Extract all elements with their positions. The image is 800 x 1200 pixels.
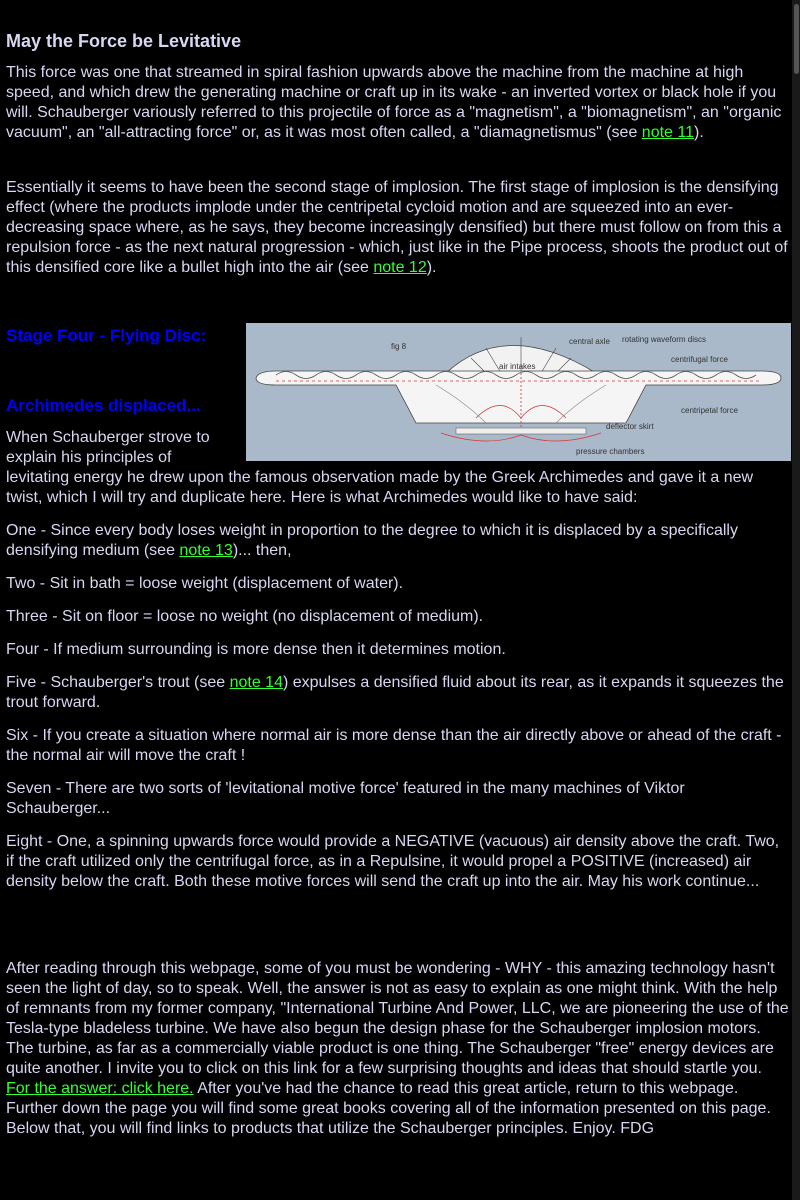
section-heading: May the Force be Levitative <box>6 31 242 51</box>
vertical-scrollbar[interactable] <box>792 0 800 1200</box>
paragraph-text: This force was one that streamed in spiral fashion upwards above the machine from the machine at high speed, and which drew the generating machine or craft up in its wake - an inverted vortex or black hole if you will. Schauberger variously referred to this projectile of force as a "magnetism", a "biomagnetism", an "organic vacuum", an "all-attracting force" or, as it was most often called, a "diamagnetismus" (see <box>6 64 782 141</box>
answer-link[interactable]: For the answer: click here. <box>6 1080 194 1097</box>
paragraph-text: Essentially it seems to have been the second stage of implosion. The first stage of implosion is the densifying effect (where the products implode under the centripetal cycloid motion and are squeezed into an ever-decreasing space where, as he says, they become increasingly densified) but there must follow on from this a repulsion force - as the next natural progression - which, just like in the Pipe process, shoots the product out of this densified core like a bullet high into the air (see <box>6 179 788 276</box>
paragraph-text: One - Since every body loses weight in proportion to the degree to which it is displaced by a specifically densifying medium (see <box>6 522 738 559</box>
deflector-label: deflector skirt <box>606 422 654 431</box>
air-intakes-label: air intakes <box>499 362 536 371</box>
stage-four-heading: Stage Four - Flying Disc: <box>6 326 207 345</box>
paragraph-text: After reading through this webpage, some of you must be wondering - WHY - this amazing technology hasn't seen the light of day, so to speak. Well, the answer is not as easy to explain as one might think. With the help of remnants from my former company, "International Turbine And Power, LLC, we are pioneering the use of the Tesla-type bladeless turbine. We have also begun the design phase for the Schauberger implosion motors. The turbine, as far as a commercially viable product is one thing. The Schauberger "free" energy devices are quite another. I invite you to click on this link for a few surprising thoughts and ideas that should startle you. <box>6 960 789 1077</box>
list-item-four: Four - If medium surrounding is more dense then it determines motion. <box>6 641 506 658</box>
list-item-five <box>6 673 790 713</box>
archimedes-heading: Archimedes displaced... <box>6 396 201 415</box>
scrollbar-thumb[interactable] <box>794 4 799 74</box>
list-item-seven: Seven - There are two sorts of 'levitational motive force' featured in the many machines of Viktor Schauberger... <box>6 780 685 817</box>
note-14-link[interactable]: note 14 <box>229 674 283 691</box>
list-item-three: Three - Sit on floor = loose no weight (no displacement of medium). <box>6 608 484 625</box>
pressure-label: pressure chambers <box>576 447 645 456</box>
note-13-link[interactable]: note 13 <box>179 542 233 559</box>
paragraph-closing <box>6 959 790 1139</box>
paragraph-text: ). <box>694 124 704 141</box>
fig-label: fig 8 <box>391 342 407 351</box>
flying-disc-diagram <box>246 323 791 461</box>
flying-disc-svg <box>246 323 791 461</box>
list-item-two: Two - Sit in bath = loose weight (displacement of water). <box>6 575 404 592</box>
centrifugal-label: centrifugal force <box>671 355 728 364</box>
paragraph-diamagnetism <box>6 63 790 143</box>
list-item-one <box>6 521 790 561</box>
paragraph-archimedes-line2: explain his principles of <box>6 449 172 466</box>
paragraph-text: Five - Schauberger's trout (see <box>6 674 230 691</box>
paragraph-implosion <box>6 178 790 278</box>
central-axle-label: central axle <box>569 337 610 346</box>
paragraph-archimedes-line1: When Schauberger strove to <box>6 429 210 446</box>
note-12-link[interactable]: note 12 <box>373 259 427 276</box>
paragraph-text: After you've had the chance to read this great article, return to this webpage. Further down the page you will find some great books covering all of the information presented on this page. Below that, you will find links to products that utilize the Schauberger principles. Enjoy. FDG <box>6 1080 771 1137</box>
note-11-link[interactable]: note 11 <box>641 124 694 141</box>
paragraph-text: )... then, <box>232 542 292 559</box>
centripetal-label: centripetal force <box>681 406 738 415</box>
list-item-six: Six - If you create a situation where normal air is more dense than the air directly above or ahead of the craft - the normal air will move the craft ! <box>6 727 782 764</box>
paragraph-text: ) expulses a densified fluid about its rear, as it expands it squeezes the trout forward. <box>6 674 784 711</box>
paragraph-text: ). <box>426 259 437 276</box>
paragraph-archimedes-rest: levitating energy he drew upon the famous observation made by the Greek Archimedes and gave it a new twist, which I will try and duplicate here. Here is what Archimedes would like to have said: <box>6 469 754 506</box>
list-item-eight: Eight - One, a spinning upwards force would provide a NEGATIVE (vacuous) air density above the craft. Two, if the craft utilized only the centrifugal force, as in a Repulsine, it would propel a POSITIVE (increased) air density below the craft. Both these motive forces will send the craft up into the air. May his work continue... <box>6 833 780 890</box>
rotating-discs-label: rotating waveform discs <box>622 335 707 344</box>
